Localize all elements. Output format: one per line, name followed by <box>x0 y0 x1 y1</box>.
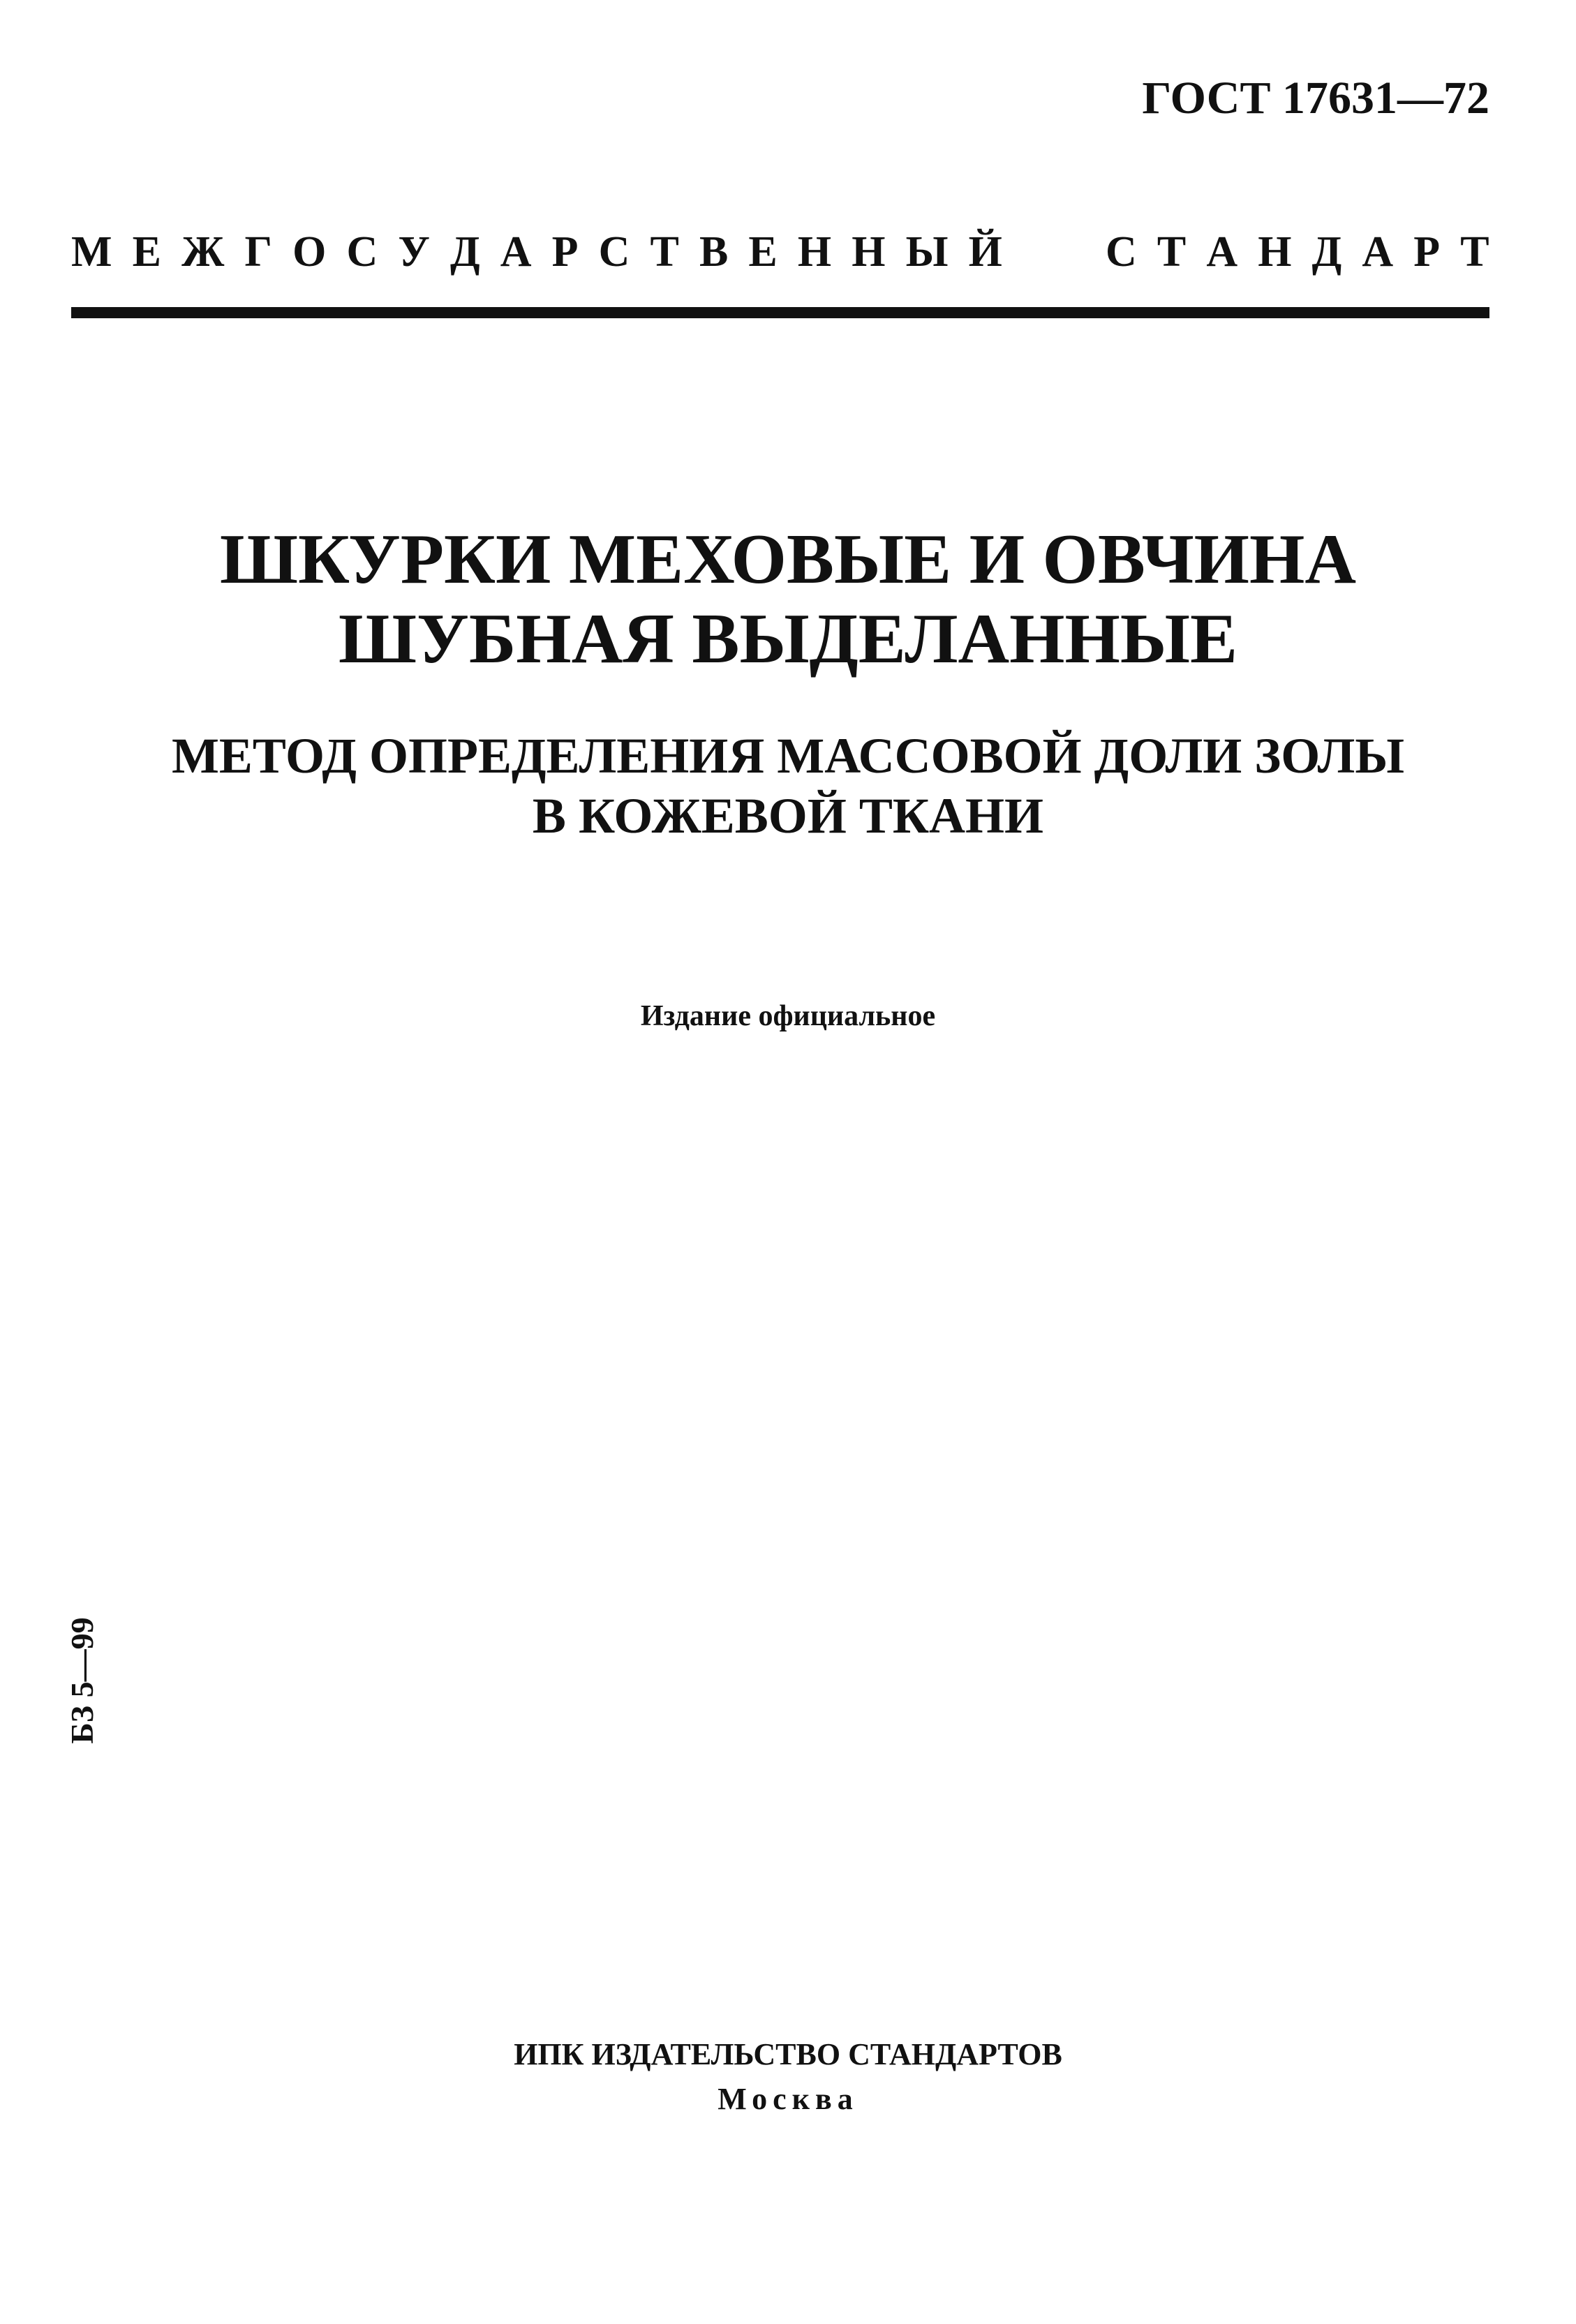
publisher-block <box>0 2032 1576 2122</box>
header-letter-w2-6: А <box>1362 228 1394 276</box>
header-letter-w2-7: Р <box>1413 228 1441 276</box>
publisher-city: Москва <box>718 2081 858 2116</box>
document-subtitle <box>0 726 1576 847</box>
header-letter-w1-11: С <box>598 228 630 276</box>
header-letter-w1-3: Ж <box>181 228 225 276</box>
header-letter-w1-15: Н <box>797 228 832 276</box>
edition-note: Издание официальное <box>640 1000 936 1032</box>
header-letter-w1-16: Н <box>852 228 886 276</box>
header-letter-w1-9: А <box>500 228 532 276</box>
publisher-name: ИПК ИЗДАТЕЛЬСТВО СТАНДАРТОВ <box>514 2037 1062 2071</box>
header-letter-w1-13: В <box>699 228 729 276</box>
gost-number: ГОСТ 17631—72 <box>1142 73 1489 124</box>
header-letter-w2-2: Т <box>1157 228 1187 276</box>
header-letter-w2-5: Д <box>1311 228 1342 276</box>
header-letter-w1-8: Д <box>449 228 480 276</box>
header-letter-w1-2: Е <box>132 228 161 276</box>
document-subtitle-line-2: В КОЖЕВОЙ ТКАНИ <box>532 788 1044 844</box>
side-code: БЗ 5—99 <box>64 1617 100 1744</box>
header-letter-w1-4: Г <box>244 228 272 276</box>
header-letter-w1-10: Р <box>551 228 579 276</box>
document-title-line-2: ШУБНАЯ ВЫДЕЛАННЫЕ <box>338 599 1238 679</box>
header-rule <box>71 307 1489 318</box>
header-letter-w1-18: Й <box>968 228 1002 276</box>
header-letter-w1-7: У <box>398 228 430 276</box>
header-letter-w1-1: М <box>71 228 112 276</box>
standard-type-header <box>71 230 1489 274</box>
header-letter-w1-14: Е <box>748 228 778 276</box>
header-letter-w2-1: С <box>1106 228 1137 276</box>
header-word-gap <box>1023 230 1085 274</box>
header-letter-w1-17: Ы <box>905 228 949 276</box>
document-subtitle-line-1: МЕТОД ОПРЕДЕЛЕНИЯ МАССОВОЙ ДОЛИ ЗОЛЫ <box>171 728 1405 784</box>
header-letter-w2-4: Н <box>1258 228 1292 276</box>
header-letter-w1-12: Т <box>650 228 679 276</box>
header-letter-w1-5: О <box>292 228 327 276</box>
document-title-line-1: ШКУРКИ МЕХОВЫЕ И ОВЧИНА <box>219 520 1357 599</box>
header-letter-w2-8: Т <box>1460 228 1489 276</box>
header-letter-w2-3: А <box>1206 228 1238 276</box>
header-letter-w1-6: С <box>346 228 378 276</box>
document-title <box>0 520 1576 679</box>
